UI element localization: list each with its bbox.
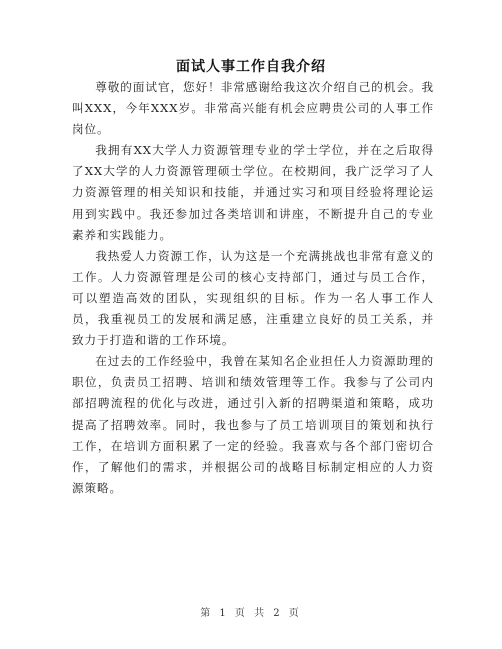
document-title: 面试人事工作自我介绍 [176,59,326,75]
paragraph-motivation: 我热爱人力资源工作，认为这是一个充满挑战也非常有意义的工作。人力资源管理是公司的核心支持部门，通过与员工合作，可以塑造高效的团队，实现组织的目标。作为一名人事工作人员，我重视员工的发展和满足感，注重建立良好的员工关系，并致力于打造和谐的工作环境。 [72,248,434,348]
document-body [72,77,434,499]
paragraph-greeting: 尊敬的面试官，您好！非常感谢给我这次介绍自己的机会。我叫XXX，今年XXX岁。非常高兴能有机会应聘贵公司的人事工作岗位。 [72,80,434,137]
page-number-footer: 第 1 页 共 2 页 [200,608,302,619]
paragraph-experience: 在过去的工作经验中，我曾在某知名企业担任人力资源助理的职位，负责员工招聘、培训和绩效管理等工作。我参与了公司内部招聘流程的优化与改进，通过引入新的招聘渠道和策略，成功提高了招聘效率。同时，我也参与了员工培训项目的策划和执行工作，在培训方面积累了一定的经验。我喜欢与各个部门密切合作，了解他们的需求，并根据公司的战略目标制定相应的人力资源策略。 [72,354,434,495]
paragraph-education: 我拥有XX大学人力资源管理专业的学士学位，并在之后取得了XX大学的人力资源管理硕士学位。在校期间，我广泛学习了人力资源管理的相关知识和技能，并通过实习和项目经验将理论运用到实践中。我还参加过各类培训和讲座，不断提升自己的专业素养和实践能力。 [72,143,435,242]
